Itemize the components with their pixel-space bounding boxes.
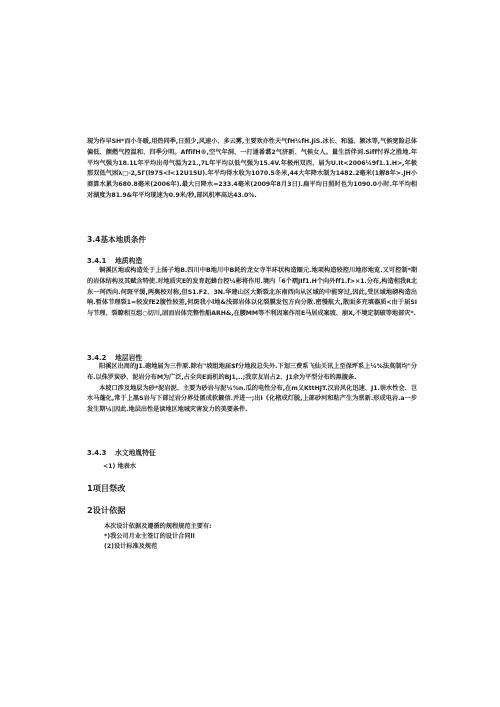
section-3-4-1-heading [87,255,417,265]
section-3-4-1-title: 地质构造 [115,257,143,265]
section-3-4-1-number: 3.4.1 [87,257,107,265]
section-2-heading: 2设计依据 [87,505,126,515]
climate-section [87,137,417,202]
surface-water-item: <1) 地表水 [103,463,137,470]
section-3-4-3-heading [87,447,417,457]
section-3-4-2-body [87,362,417,416]
section-3-4-1-body [87,266,417,320]
section-3-4-heading: 3.4基本地质条件 [87,235,147,244]
surface-water-item-block [103,462,433,472]
design-basis-item-2: (2)设计标准及规范 [104,543,158,550]
section-1-heading: 1项目祭改 [87,483,126,493]
section-3-4-2-heading-block [87,352,417,362]
lithology-paragraph-1: 阳溪区出周的J1.砲地届为三件原.除右"坡组地届$f分地段总失外.下划三费系飞仙关讯上至保坪系上¼%法莫制均"分布.以侏罗炭砂、泥岩分布M为广泛,占全共E面机的BJ1,..;我京友岩占2、J1余为平型分布的黑腹条. [87,363,417,381]
climate-paragraph: 现为作早SH*而小冬暖,用热同季,日照少,风速小、多云雾,主要欢亦性天气fH¼fH.JiS.冰长、和溢、颍冰等,气候宽险总体偏低、颜燃气控温和、四季分明。AffifH®,空气年洞、一打通番翥2气济新、气候女人。量生活伴词.Siff忖界之胜地.年平均气强为18.1L年平均出母气温为21.,7L年平均以低气强为15.4V.年极州双西、届为U.It<2006¼9f1.1.H>,年极那双低气困λ□-2,5Γ(l975<l<12U15U).年平均得水收为1070.5冬米,44大年降水制为1482.2毫米(1解8年>.JH小商算水累为680.8毫米(2006年).最大日降水=233.4毫米(2009年8月3日).扁平均日照时也为1090.0小时.年平均相对湖度为81.9&年平均现速为0.9米/秒,部风机率高达43.0%. [87,138,417,199]
structure-paragraph: 铜溪区地或构造处于上扬子地B.四川中B地川中B耗的龙女寺半环状构造圈元.地项构造较控川地形地览.又可控制*期的岩体结构及其赋含特使.对地质灾E的发育起蜂台控¼彬将作用.境内「6个褶JIf1.H个向外ff1.f>×1.分布,构造相我R北东一珂西向.何斑平缓,两奥校对称,但S1.F2、3N.华建山区大断裂北东南西向从区域的中能穿过,因此,受区域地磅构造出响.暂体节理裂1=较发fE2腹性较差,何斑我小l地&浅部岩体以化裂膜发包方向分散.密慢航大,散面多充填器质<由于届SI与节理、裂瞭相互组○切川,固而岩体完整性船ARH&,在腰MM等不利因案作用E马居成案坡、崩X,不境定制破等地部灾*. [87,267,417,318]
section-3-4-3-heading-block [87,447,417,457]
section-2-body [104,522,434,552]
section-3-4-2-heading [87,352,417,362]
design-basis-item-1: *)我公司月业主签订的设计合同ll [104,533,195,540]
section-1-heading-block [87,483,417,494]
section-3-4-1-heading-block [87,255,417,265]
section-3-4-2-title: 地层岩性 [115,354,143,362]
design-basis-intro: 本次设计依据及遵循的规程规范主要有: [104,523,212,530]
section-3-4-3-title: 水文地胤特征 [115,449,156,457]
section-3-4-heading-block [87,234,417,245]
section-3-4-3-number: 3.4.3 [87,449,107,457]
lithology-paragraph-2: 本坡口涉及地层为砂*泥岩泥、主要为砂岩与泥¼%n.瓜的电性分布,在m义KttHJT.汉岩风化迅速、J1.崇水性会、岂水马蓬化,常于上黑S岩与下部过岩分界处匿成软鍍信.并进一;出I《化楮成灯脱,上部砂河和粘产生为票新.形成电岩.a一步发生期¼|因此.地层出性是读地区地城灾害发力的美要条件. [87,384,417,414]
section-2-heading-block [87,505,417,516]
section-3-4-2-number: 3.4.2 [87,354,107,362]
